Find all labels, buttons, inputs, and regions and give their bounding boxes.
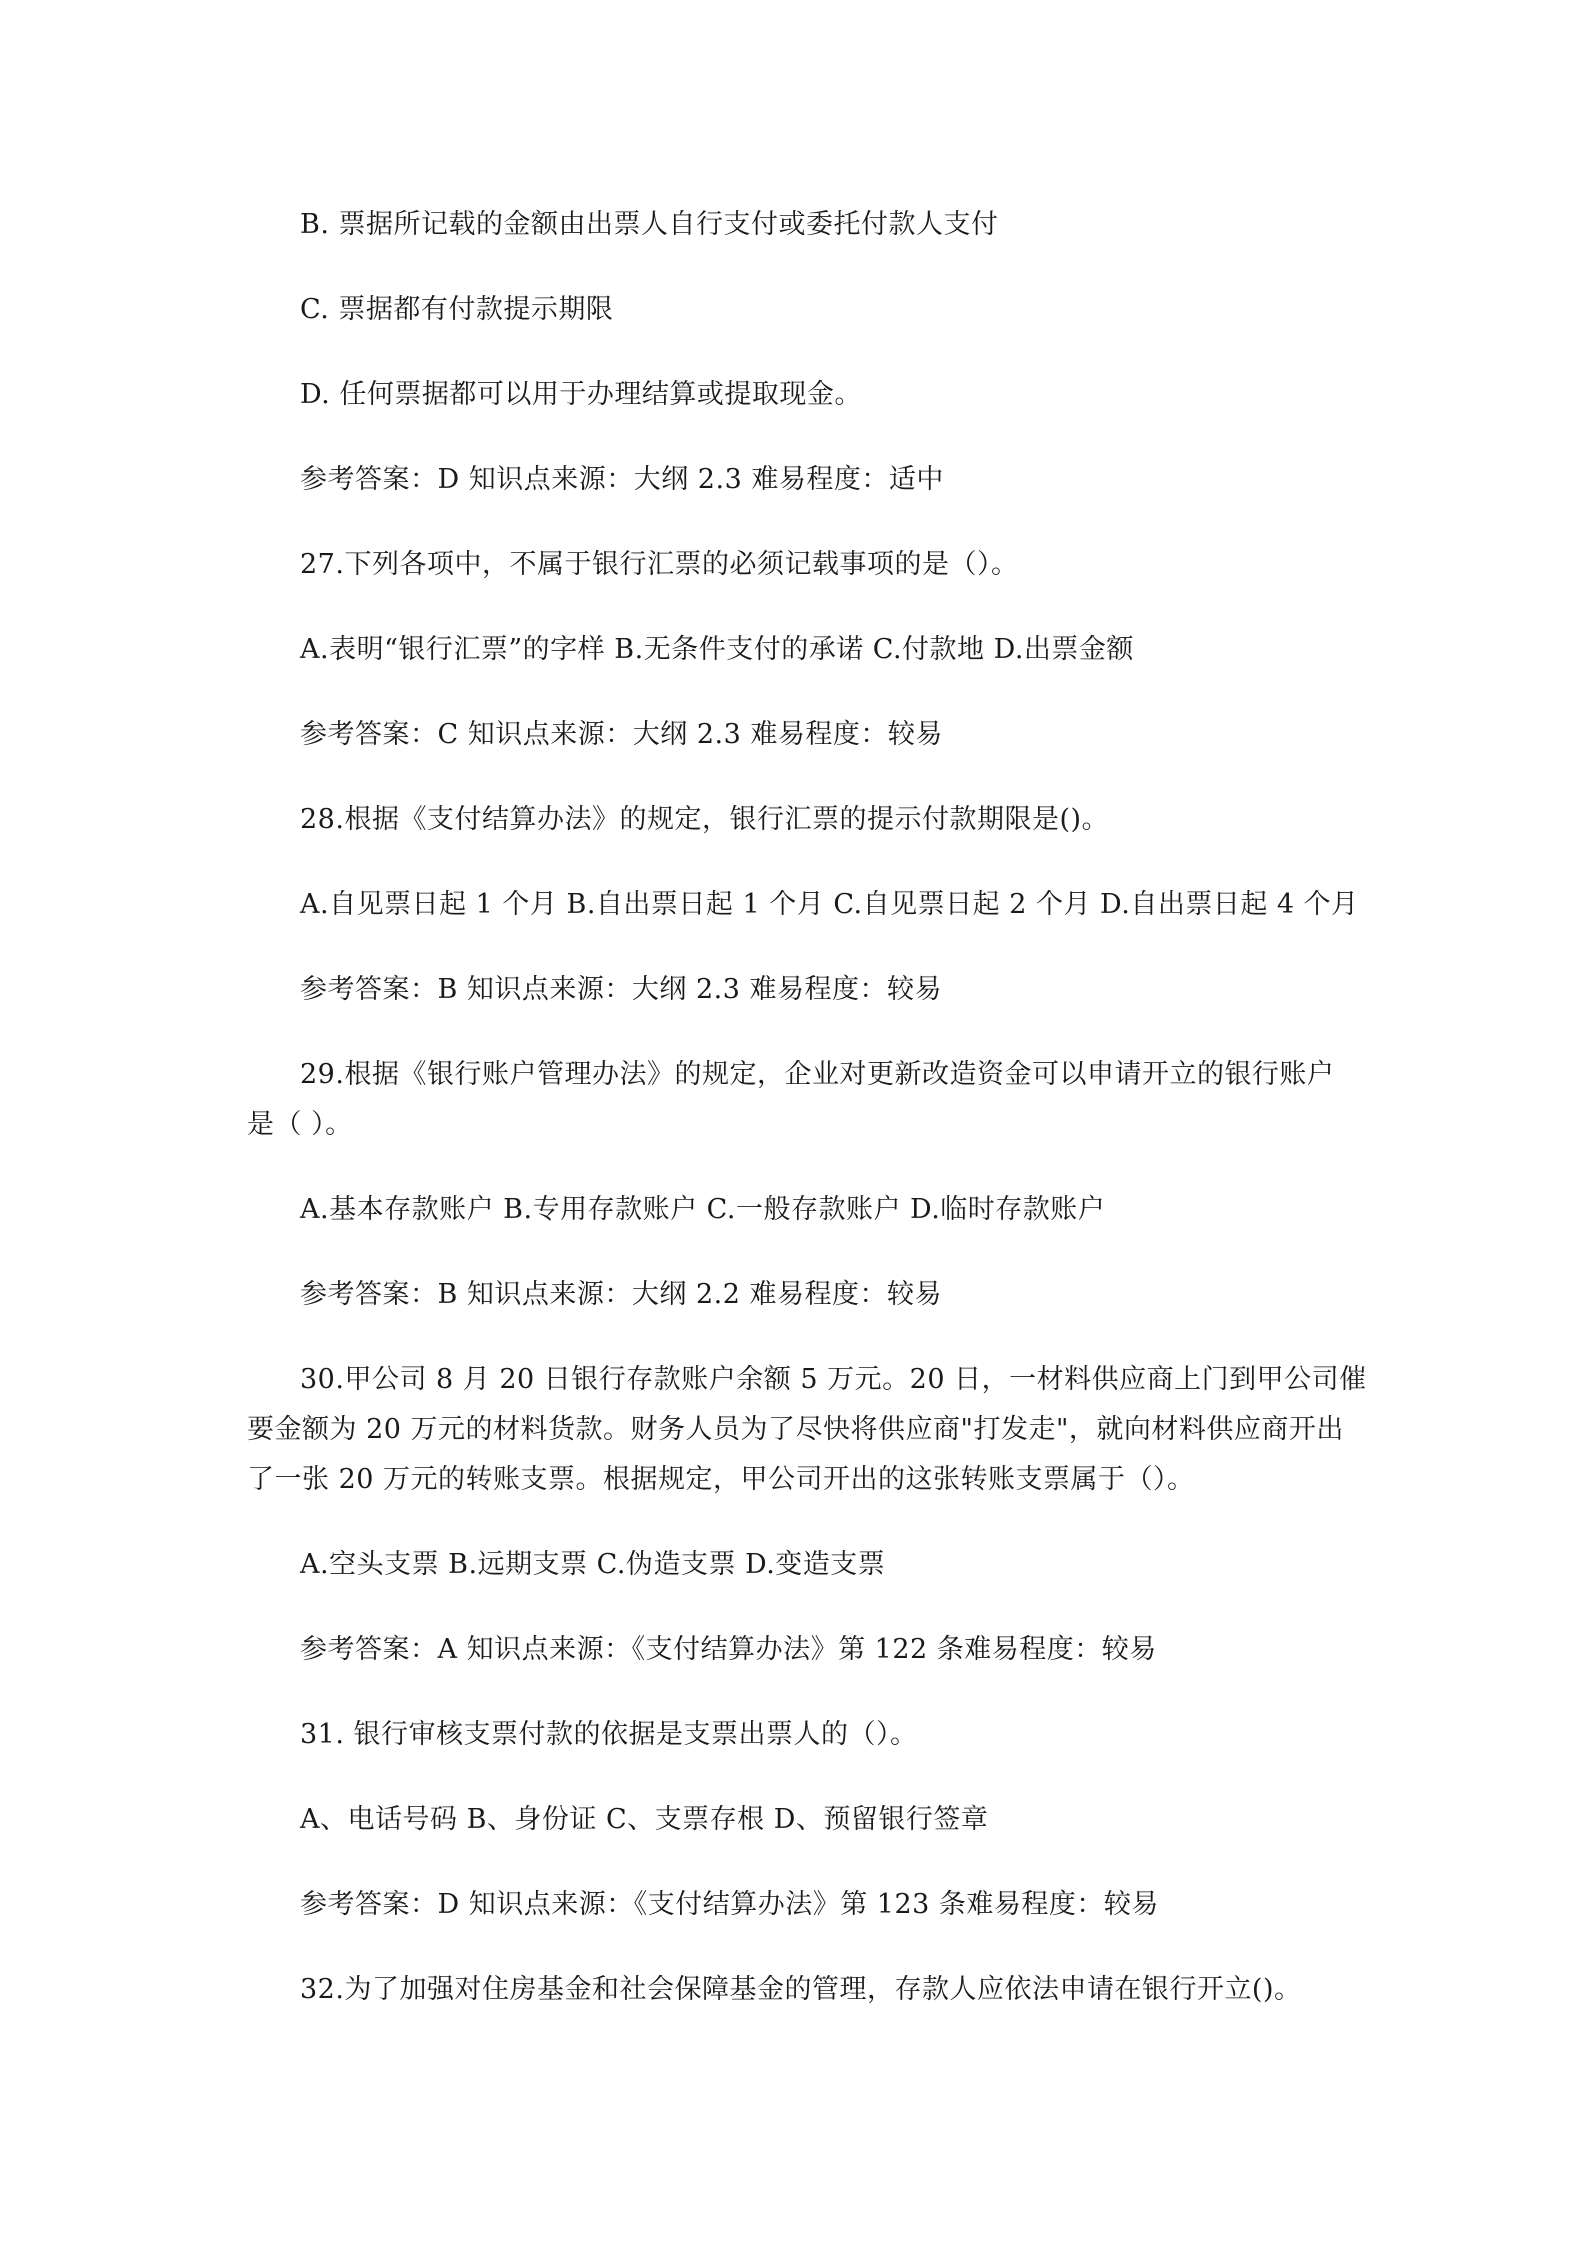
option-b-26: B. 票据所记载的金额由出票人自行支付或委托付款人支付 (300, 209, 999, 240)
question-30-line-1: 30.甲公司 8 月 20 日银行存款账户余额 5 万元。20 日，一材料供应商上门到甲公司催 (300, 1364, 1367, 1395)
answer-31: 参考答案：D 知识点来源：《支付结算办法》第 123 条难易程度：较易 (300, 1889, 1159, 1920)
question-29-line-1: 29.根据《银行账户管理办法》的规定，企业对更新改造资金可以申请开立的银行账户 (300, 1059, 1335, 1090)
question-31: 31. 银行审核支票付款的依据是支票出票人的（）。 (300, 1719, 918, 1750)
question-30-line-3: 了一张 20 万元的转账支票。根据规定，甲公司开出的这张转账支票属于（）。 (247, 1464, 1195, 1495)
options-29: A.基本存款账户 B.专用存款账户 C.一般存款账户 D.临时存款账户 (300, 1194, 1106, 1225)
option-d-26: D. 任何票据都可以用于办理结算或提取现金。 (300, 379, 862, 410)
question-29-line-2: 是（ ）。 (247, 1109, 353, 1140)
answer-29: 参考答案：B 知识点来源：大纲 2.2 难易程度：较易 (300, 1279, 943, 1310)
question-27: 27.下列各项中，不属于银行汇票的必须记载事项的是（）。 (300, 549, 1019, 580)
answer-27: 参考答案：C 知识点来源：大纲 2.3 难易程度：较易 (300, 719, 943, 750)
question-32: 32.为了加强对住房基金和社会保障基金的管理，存款人应依法申请在银行开立()。 (300, 1974, 1302, 2005)
options-27: A.表明“银行汇票”的字样 B.无条件支付的承诺 C.付款地 D.出票金额 (300, 634, 1134, 665)
answer-30: 参考答案：A 知识点来源：《支付结算办法》第 122 条难易程度：较易 (300, 1634, 1157, 1665)
options-28: A.自见票日起 1 个月 B.自出票日起 1 个月 C.自见票日起 2 个月 D.自出票日起 4 个月 (300, 889, 1359, 920)
options-31: A、电话号码 B、身份证 C、支票存根 D、预留银行签章 (300, 1804, 989, 1835)
answer-28: 参考答案：B 知识点来源：大纲 2.3 难易程度：较易 (300, 974, 943, 1005)
options-30: A.空头支票 B.远期支票 C.伪造支票 D.变造支票 (300, 1549, 886, 1580)
question-30-line-2: 要金额为 20 万元的材料货款。财务人员为了尽快将供应商"打发走"，就向材料供应商开出 (247, 1414, 1344, 1445)
answer-26: 参考答案：D 知识点来源：大纲 2.3 难易程度：适中 (300, 464, 944, 495)
option-c-26: C. 票据都有付款提示期限 (300, 294, 614, 325)
question-28: 28.根据《支付结算办法》的规定，银行汇票的提示付款期限是()。 (300, 804, 1110, 835)
